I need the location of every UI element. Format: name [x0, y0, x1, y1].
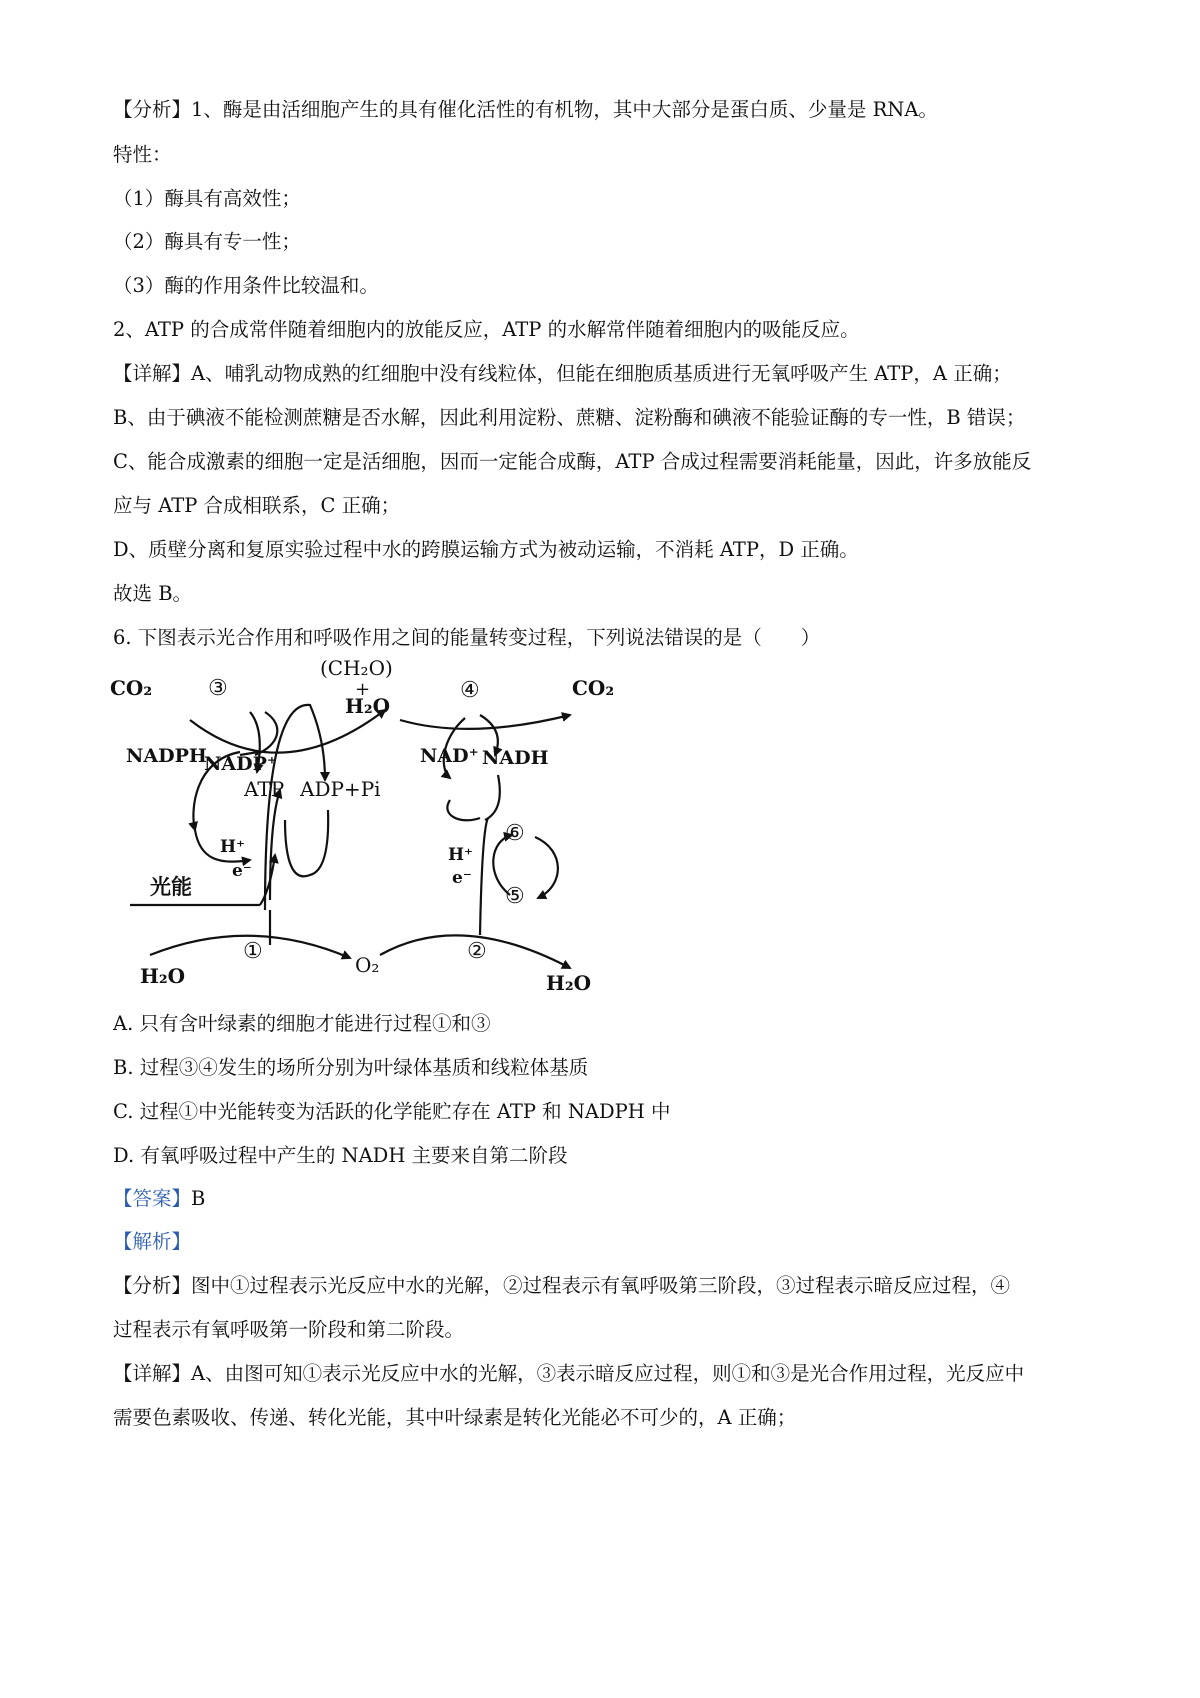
cycle-6-to-5 [535, 837, 558, 898]
option-c: C. 过程①中光能转变为活跃的化学能贮存在 ATP 和 NADPH 中 [113, 1100, 671, 1123]
label-step3: ③ [208, 676, 228, 701]
label-step2: ② [467, 939, 487, 964]
label-co2-left: CO₂ [110, 676, 153, 700]
label-plus: + [355, 679, 371, 700]
analysis-line-1: 【分析】图中①过程表示光反应中水的光解，②过程表示有氧呼吸第三阶段，③过程表示暗反应过程，④ [113, 1274, 1011, 1297]
text-line-4: （2）酶具有专一性； [113, 230, 301, 253]
label-h-plus-left: H⁺ [220, 837, 246, 857]
text-line-10: 应与 ATP 合成相联系，C 正确； [113, 494, 401, 517]
label-nadp: NADP⁺ [204, 753, 277, 775]
label-step6: ⑥ [505, 821, 525, 846]
label-light-energy: 光能 [150, 874, 192, 899]
option-a: A. 只有含叶绿素的细胞才能进行过程①和③ [113, 1012, 491, 1035]
answer-line [113, 1187, 205, 1211]
text-line-5: （3）酶的作用条件比较温和。 [113, 274, 379, 297]
adp-return [285, 810, 328, 876]
label-h2o-bottom-right: H₂O [546, 971, 592, 995]
label-co2-right: CO₂ [572, 676, 615, 700]
label-h-plus-right: H⁺ [448, 845, 474, 865]
label-adp-pi: ADP+Pi [300, 777, 381, 801]
label-nadh: NADH [482, 747, 549, 769]
text-line-9: C、能合成激素的细胞一定是活细胞，因而一定能合成酶，ATP 合成过程需要消耗能量，因此，许多放能反 [113, 450, 1032, 473]
arrow-to-atp [270, 790, 280, 900]
text-line-3: （1）酶具有高效性； [113, 187, 301, 210]
analysis-line-4: 需要色素吸收、传递、转化光能，其中叶绿素是转化光能必不可少的，A 正确； [113, 1406, 797, 1429]
label-ch2o: (CH₂O) [320, 656, 393, 680]
label-step4: ④ [460, 678, 480, 703]
label-step5: ⑤ [505, 884, 525, 909]
analysis-label: 【解析】 [113, 1230, 192, 1253]
analysis-line-2: 过程表示有氧呼吸第一阶段和第二阶段。 [113, 1318, 465, 1341]
label-h2o-bottom-left: H₂O [140, 964, 186, 988]
text-line-8: B、由于碘液不能检测蔗糖是否水解，因此利用淀粉、蔗糖、淀粉酶和碘液不能验证酶的专一性，B 错误； [113, 406, 1026, 429]
label-step1: ① [243, 939, 263, 964]
text-line-2: 特性： [113, 143, 172, 166]
label-e-minus-left: e⁻ [232, 861, 252, 881]
vertical-right [480, 818, 488, 935]
text-line-1: 【分析】1、酶是由活细胞产生的具有催化活性的有机物，其中大部分是蛋白质、少量是 RNA。 [113, 98, 938, 121]
text-line-7: 【详解】A、哺乳动物成熟的红细胞中没有线粒体，但能在细胞质基质进行无氧呼吸产生 ATP，A 正确； [113, 362, 1012, 385]
label-h2o-top: H₂O [345, 694, 391, 718]
energy-conversion-diagram [110, 656, 670, 1100]
text-line-6: 2、ATP 的合成常伴随着细胞内的放能反应，ATP 的水解常伴随着细胞内的吸能反应。 [113, 318, 860, 341]
label-e-minus-right: e⁻ [452, 868, 472, 888]
text-line-12: 故选 B。 [113, 582, 193, 605]
answer-value: B [191, 1187, 206, 1210]
loop-atp-adp [265, 705, 325, 910]
text-line-11: D、质壁分离和复原实验过程中水的跨膜运输方式为被动运输，不消耗 ATP，D 正确。 [113, 538, 859, 561]
label-atp: ATP [244, 777, 285, 801]
label-nadph: NADPH [126, 745, 207, 767]
option-b: B. 过程③④发生的场所分别为叶绿体基质和线粒体基质 [113, 1056, 589, 1079]
label-o2: O₂ [355, 953, 380, 977]
answer-label: 【答案】 [113, 1187, 192, 1210]
label-nad: NAD⁺ [420, 745, 479, 767]
analysis-line-3: 【详解】A、由图可知①表示光反应中水的光解，③表示暗反应过程，则①和③是光合作用过程，光反应中 [113, 1362, 1025, 1385]
question-stem: 6. 下图表示光合作用和呼吸作用之间的能量转变过程，下列说法错误的是（ ） [113, 626, 821, 649]
option-d: D. 有氧呼吸过程中产生的 NADH 主要来自第二阶段 [113, 1144, 568, 1167]
